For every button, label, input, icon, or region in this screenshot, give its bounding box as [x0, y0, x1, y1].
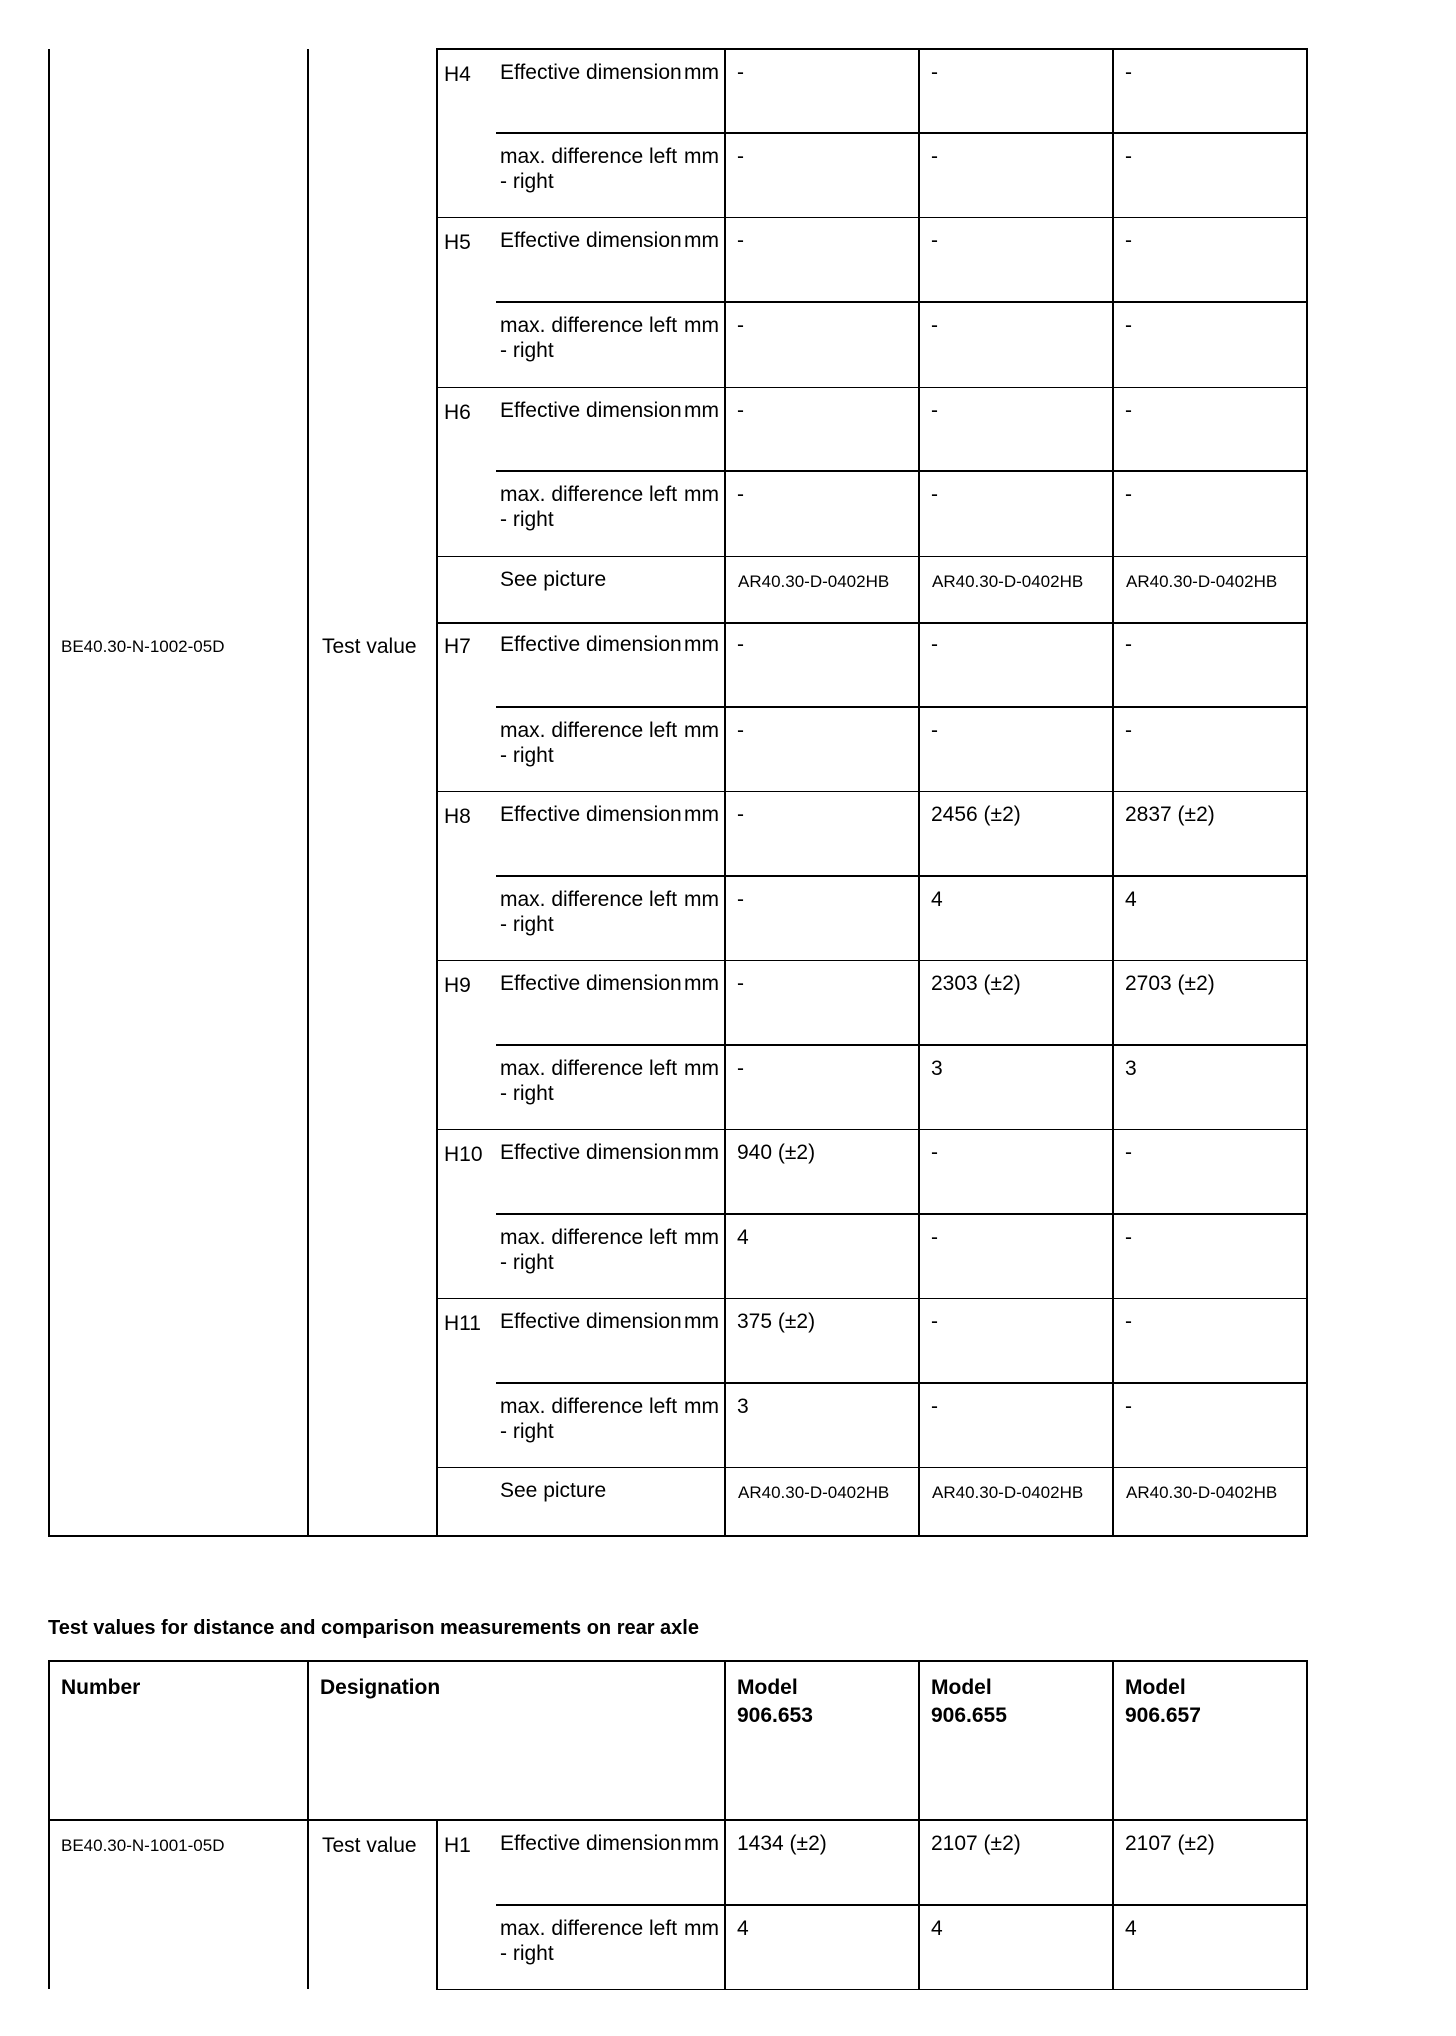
value-cell: 4 [1113, 1905, 1307, 1989]
unit-cell [684, 556, 725, 623]
unit-cell: mm [684, 133, 725, 217]
value-cell: 375 (±2) [725, 1298, 919, 1383]
measurement-label: Effective dimension [496, 49, 684, 133]
measurement-label: max. difference left - right [496, 1905, 684, 1989]
value-cell: - [919, 1214, 1113, 1298]
value-cell: 940 (±2) [725, 1129, 919, 1214]
unit-cell: mm [684, 302, 725, 387]
value-cell: - [919, 707, 1113, 791]
picture-reference: AR40.30-D-0402HB [919, 1467, 1113, 1536]
value-cell: 2456 (±2) [919, 791, 1113, 876]
measurement-label: Effective dimension [500, 228, 682, 252]
value-cell: - [1113, 302, 1307, 387]
value-cell: - [1113, 1383, 1307, 1467]
value-cell: 3 [919, 1045, 1113, 1129]
value-cell: 2703 (±2) [1113, 960, 1307, 1045]
value-cell: - [919, 133, 1113, 217]
designation-cell: Test value [308, 1820, 437, 1989]
value-cell: - [1113, 622, 1307, 707]
picture-reference: AR40.30-D-0402HB [919, 556, 1113, 623]
measurement-label: max. difference left - right [496, 876, 684, 960]
designation-header: Designation [308, 1661, 725, 1820]
value-cell: - [1113, 387, 1307, 471]
unit-cell: mm [684, 876, 725, 960]
value-cell: - [1113, 707, 1307, 791]
h-cell [437, 1045, 496, 1129]
h-cell: H9 [437, 960, 496, 1045]
value-cell: - [919, 49, 1113, 133]
measurement-label: max. difference left - right [496, 1214, 684, 1298]
h-cell [437, 471, 496, 556]
value-cell: - [919, 302, 1113, 387]
value-cell: 4 [919, 876, 1113, 960]
value-cell: - [725, 791, 919, 876]
measurement-label: max. difference left - right [496, 302, 684, 387]
model-header-label: Model [737, 1676, 798, 1699]
model-header [919, 1661, 1113, 1820]
h-cell: H6 [437, 387, 496, 471]
measurement-label: Effective dimension [500, 1309, 682, 1333]
value-cell: 4 [919, 1905, 1113, 1989]
measurement-label: Effective dimension [500, 1832, 682, 1855]
designation-cell [308, 49, 437, 623]
unit-cell: mm [684, 1383, 725, 1467]
value-cell: 2107 (±2) [1113, 1820, 1307, 1905]
unit-cell: mm [684, 1309, 719, 1333]
unit-cell: mm [684, 971, 719, 995]
value-cell: - [725, 622, 919, 707]
unit-cell: mm [684, 398, 719, 422]
header-row [49, 1661, 1307, 1820]
value-cell: - [725, 217, 919, 302]
h-cell: H7 [437, 622, 496, 707]
h-cell [437, 1383, 496, 1467]
measurement-label: max. difference left - right [496, 1045, 684, 1129]
value-cell: - [725, 387, 919, 471]
value-cell: - [919, 622, 1113, 707]
value-cell: - [725, 876, 919, 960]
unit-cell: mm [684, 1905, 725, 1989]
see-picture-label: See picture [496, 1467, 684, 1536]
model-header-label: Model [1125, 1676, 1186, 1699]
value-cell: - [725, 960, 919, 1045]
unit-cell: mm [684, 1214, 725, 1298]
table-rear-axle [48, 1660, 1308, 1990]
unit-cell: mm [684, 49, 725, 133]
unit-cell: mm [684, 228, 719, 252]
value-cell: - [1113, 471, 1307, 556]
value-cell: - [1113, 1298, 1307, 1383]
model-header [725, 1661, 919, 1820]
value-cell: - [725, 49, 919, 133]
h-cell: H11 [437, 1298, 496, 1383]
value-cell: 4 [725, 1905, 919, 1989]
model-header-number: 906.653 [737, 1704, 813, 1727]
measurement-label: max. difference left - right [496, 707, 684, 791]
unit-cell: mm [684, 633, 719, 656]
unit-cell: mm [684, 1832, 719, 1855]
measurement-label: Effective dimension [500, 971, 682, 995]
picture-reference: AR40.30-D-0402HB [725, 556, 919, 623]
h-cell: H4 [437, 49, 496, 133]
value-cell: - [919, 1298, 1113, 1383]
value-cell: - [1113, 49, 1307, 133]
model-header-label: Model [931, 1676, 992, 1699]
measurement-label: Effective dimension [500, 802, 682, 826]
model-header-number: 906.657 [1125, 1704, 1201, 1727]
h-cell: H10 [437, 1129, 496, 1214]
measurement-label: max. difference left - right [496, 471, 684, 556]
unit-cell: mm [684, 1140, 719, 1164]
unit-cell: mm [684, 802, 719, 826]
table-row [49, 622, 1307, 707]
unit-cell: mm [684, 1045, 725, 1129]
value-cell: - [725, 1045, 919, 1129]
value-cell: - [1113, 133, 1307, 217]
unit-cell: mm [684, 471, 725, 556]
h-cell [437, 1214, 496, 1298]
h-cell: H8 [437, 791, 496, 876]
number-cell [49, 49, 308, 623]
value-cell: - [1113, 1214, 1307, 1298]
measurement-label: max. difference left - right [496, 133, 684, 217]
h-cell: H1 [437, 1820, 496, 1905]
value-cell: - [725, 471, 919, 556]
designation-cell: Test value [308, 622, 437, 1536]
value-cell: - [1113, 217, 1307, 302]
value-cell: 3 [1113, 1045, 1307, 1129]
h-cell [437, 302, 496, 387]
value-cell: - [725, 133, 919, 217]
value-cell: - [919, 387, 1113, 471]
measurement-label: Effective dimension [500, 633, 682, 656]
value-cell: 2107 (±2) [919, 1820, 1113, 1905]
see-picture-label: See picture [496, 556, 684, 623]
value-cell: 4 [725, 1214, 919, 1298]
table-continued [48, 48, 1308, 624]
value-cell: 3 [725, 1383, 919, 1467]
table-row [49, 1820, 1307, 1905]
measurement-label: Effective dimension [500, 398, 682, 422]
value-cell: - [919, 217, 1113, 302]
value-cell: - [919, 471, 1113, 556]
h-cell [437, 133, 496, 217]
value-cell: 2837 (±2) [1113, 791, 1307, 876]
picture-reference: AR40.30-D-0402HB [1113, 556, 1307, 623]
model-header [1113, 1661, 1307, 1820]
picture-reference: AR40.30-D-0402HB [1113, 1467, 1307, 1536]
unit-cell [684, 1467, 725, 1536]
number-header: Number [49, 1661, 308, 1820]
measurement-label: max. difference left - right [496, 1383, 684, 1467]
table-be40-30-n-1002 [48, 622, 1308, 1537]
table-row [49, 49, 1307, 133]
h-cell [437, 556, 496, 623]
section-title: Test values for distance and comparison measurements on rear axle [48, 1617, 699, 1639]
value-cell: - [919, 1129, 1113, 1214]
number-cell: BE40.30-N-1002-05D [49, 622, 308, 1536]
h-cell [437, 1467, 496, 1536]
value-cell: 4 [1113, 876, 1307, 960]
value-cell: 1434 (±2) [725, 1820, 919, 1905]
value-cell: - [725, 707, 919, 791]
value-cell: - [725, 302, 919, 387]
unit-cell: mm [684, 707, 725, 791]
model-header-number: 906.655 [931, 1704, 1007, 1727]
value-cell: - [919, 1383, 1113, 1467]
h-cell [437, 1905, 496, 1989]
h-cell: H5 [437, 217, 496, 302]
h-cell [437, 876, 496, 960]
h-cell [437, 707, 496, 791]
measurement-label: Effective dimension [500, 1140, 682, 1164]
value-cell: - [1113, 1129, 1307, 1214]
picture-reference: AR40.30-D-0402HB [725, 1467, 919, 1536]
value-cell: 2303 (±2) [919, 960, 1113, 1045]
number-cell: BE40.30-N-1001-05D [49, 1820, 308, 1989]
